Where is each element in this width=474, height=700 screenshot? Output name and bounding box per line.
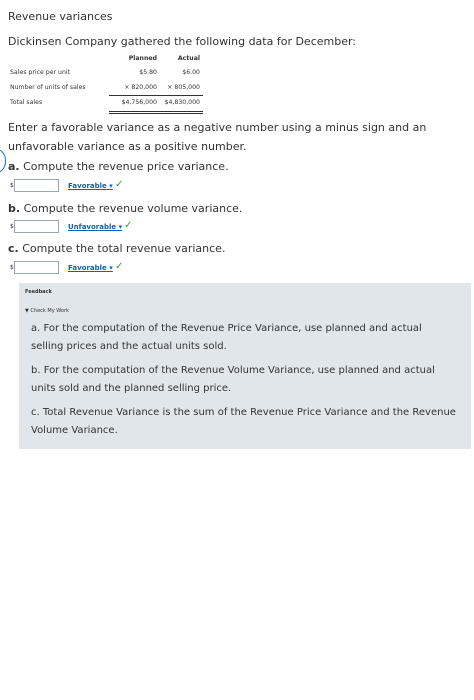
focus-marker [0,148,6,174]
instruction-text: Enter a favorable variance as a negative number using a minus sign and an unfavorable variance as a positive number. [8,121,427,153]
dollar-sign: $ [10,223,14,230]
table-header [8,52,203,66]
select-value: Favorable [68,264,107,272]
row-label: Sales price per unit [10,69,71,76]
actual-value: $4,830,000 [164,99,200,106]
revenue-volume-variance-input[interactable] [14,220,59,233]
header-actual: Actual [177,55,200,62]
feedback-item-c: c. Total Revenue Variance is the sum of the Revenue Price Variance and the Revenue Volume Variance. [31,407,456,436]
select-value: Favorable [68,182,107,190]
total-revenue-variance-input[interactable] [14,261,59,274]
planned-value: × 820,000 [124,84,157,91]
page-title: Revenue variances [8,10,113,23]
feedback-item-a: a. For the computation of the Revenue Price Variance, use planned and actual selling prices and the actual units sold. [31,323,422,352]
planned-value: $4,756,000 [121,99,157,106]
total-double-underline [109,111,203,114]
chevron-down-icon: ▾ [109,182,113,190]
actual-value: $6.00 [182,69,200,76]
header-planned: Planned [128,55,157,62]
feedback-title: Feedback [25,289,52,295]
variance-type-select[interactable] [68,223,122,231]
select-value: Unfavorable [68,223,117,231]
question-letter: b. [8,202,21,215]
chevron-down-icon: ▾ [109,264,113,272]
question-text: Compute the total revenue variance. [22,242,226,255]
chevron-down-icon: ▾ [118,223,123,231]
dollar-sign: $ [10,182,14,189]
question-c [8,242,225,255]
check-icon: ✓ [115,261,124,272]
row-label: Total sales [10,99,43,106]
row-label: Number of units of sales [10,84,86,91]
question-text: Compute the revenue price variance. [23,160,229,173]
question-letter: c. [8,242,19,255]
table-row [8,96,203,111]
question-a [8,160,229,173]
intro-text: Dickinsen Company gathered the following data for December: [8,35,357,48]
revenue-price-variance-input[interactable] [14,179,59,192]
table-row [8,66,203,81]
data-table [8,52,203,111]
check-my-work-toggle[interactable]: ▼ Check My Work [25,308,69,314]
table-row [8,81,203,96]
question-letter: a. [8,160,20,173]
dollar-sign: $ [10,264,14,271]
variance-type-select[interactable] [68,264,113,272]
check-icon: ✓ [115,179,124,190]
question-b [8,202,242,215]
question-text: Compute the revenue volume variance. [23,202,243,215]
check-icon: ✓ [124,220,133,231]
actual-value: × 805,000 [167,84,200,91]
feedback-item-b: b. For the computation of the Revenue Volume Variance, use planned and actual units sold and the planned selling price. [31,365,435,394]
variance-type-select[interactable] [68,182,113,190]
planned-value: $5.80 [139,69,157,76]
feedback-panel [19,283,471,449]
